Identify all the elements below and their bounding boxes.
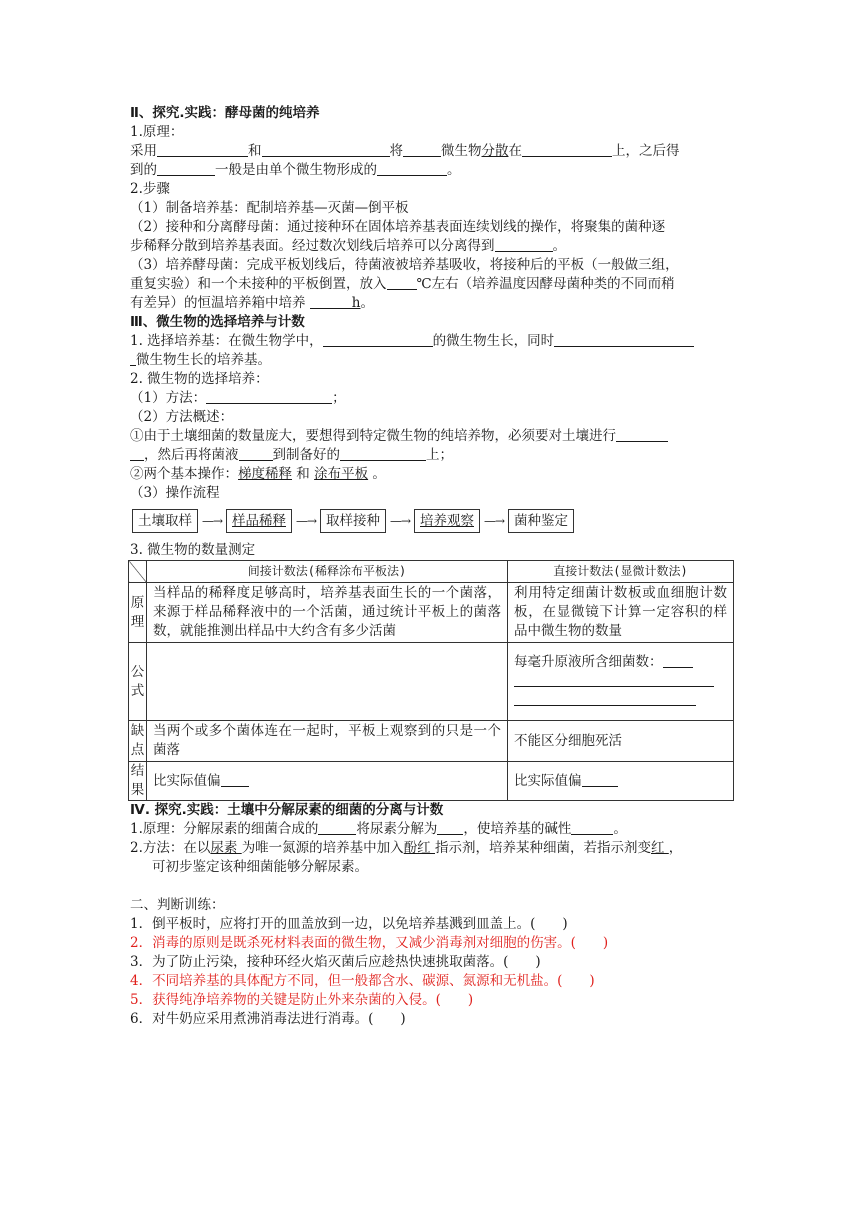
blank[interactable] xyxy=(340,446,426,461)
blank[interactable] xyxy=(522,142,612,157)
blank[interactable] xyxy=(514,672,714,687)
blank[interactable] xyxy=(387,275,417,290)
arrow-right-icon: —→ xyxy=(201,514,223,528)
operation-flowchart xyxy=(132,509,732,533)
arrow-right-icon: —→ xyxy=(389,514,411,528)
blank[interactable] xyxy=(239,446,273,461)
urea-principle: 1.原理：分解尿素的细菌合成的 将尿素分解为 ，使培养基的碱性 。 xyxy=(130,821,627,837)
overview-heading: （2）方法概述： xyxy=(130,409,234,425)
blank[interactable] xyxy=(206,389,332,404)
overview-line-2: ，然后再将菌液 到制备好的 上； xyxy=(130,446,732,465)
section-2-title: Ⅱ、探究.实践：酵母菌的纯培养 xyxy=(130,105,320,121)
blank[interactable] xyxy=(403,142,441,157)
spacer xyxy=(130,877,732,896)
judgment-item-4[interactable]: 4．不同培养基的具体配方不同，但一般都含水、碳源、氮源和无机盐。( ) xyxy=(130,973,595,989)
flow-step: 培养观察 xyxy=(414,509,480,533)
blank[interactable] xyxy=(616,427,668,442)
table-row xyxy=(129,762,734,801)
basic-operations: ②两个基本操作：梯度稀释 和 涂布平板 。 xyxy=(130,466,386,482)
count-heading: 3. 微生物的数量测定 xyxy=(130,542,256,558)
selective-medium-line-1: 1. 选择培养基：在微生物学中， 的微生物生长，同时 xyxy=(130,332,732,351)
counting-methods-table xyxy=(128,560,734,801)
blank[interactable] xyxy=(554,332,694,347)
blank[interactable] xyxy=(318,820,356,835)
urea-method-line-2: 可初步鉴定该种细菌能够分解尿素。 xyxy=(152,859,368,875)
flow-step: 土壤取样 xyxy=(132,509,198,533)
blank[interactable] xyxy=(582,772,618,787)
blank[interactable] xyxy=(437,820,463,835)
blank[interactable] xyxy=(130,446,144,461)
judgment-heading: 二、判断训练： xyxy=(130,897,225,913)
cell-direct-result: 比实际值偏 xyxy=(508,762,734,801)
table-row xyxy=(129,721,734,762)
principle-line-2: 到的 一般是由单个微生物形成的 。 xyxy=(130,162,461,178)
flow-step: 样品稀释 xyxy=(226,509,292,533)
header-direct-count: 直接计数法(显微计数法) xyxy=(508,561,734,583)
blank[interactable] xyxy=(221,772,249,787)
principle-heading: 1.原理： xyxy=(130,124,184,140)
cell-indirect-drawback: 当两个或多个菌体连在一起时，平板上观察到的只是一个菌落 xyxy=(147,721,508,762)
arrow-right-icon: —→ xyxy=(295,514,317,528)
flow-step: 取样接种 xyxy=(320,509,386,533)
row-header-principle: 原 理 xyxy=(129,583,147,643)
cell-indirect-principle: 当样品的稀释度足够高时，培养基表面生长的一个菌落，来源于样品稀释液中的一个活菌，通过统计平板上的菌落数，就能推测出样品中大约含有多少活菌 xyxy=(147,583,508,643)
step-3-line-2: 重复实验）和一个未接种的平板倒置，放入 ℃左右（培养温度因酵母菌种类的不同而稍 xyxy=(130,276,675,292)
step-2-line-2: 步稀释分散到培养基表面。经过数次划线后培养可以分离得到 。 xyxy=(130,238,566,254)
blank[interactable] xyxy=(323,332,433,347)
cell-indirect-result: 比实际值偏 xyxy=(147,762,508,801)
cell-direct-principle: 利用特定细菌计数板或血细胞计数板，在显微镜下计算一定容积的样品中微生物的数量 xyxy=(508,583,734,643)
table-row xyxy=(129,643,734,721)
judgment-item-2[interactable]: 2．消毒的原则是既杀死材料表面的微生物，又减少消毒剂对细胞的伤害。( ) xyxy=(130,935,609,951)
flow-step: 菌种鉴定 xyxy=(508,509,574,533)
cell-direct-formula: 每毫升原液所含细菌数： xyxy=(508,643,734,721)
cell-direct-drawback: 不能区分细胞死活 xyxy=(508,721,734,762)
blank[interactable] xyxy=(310,294,352,309)
table-row xyxy=(129,583,734,643)
blank[interactable] xyxy=(663,653,693,668)
section-3-title: Ⅲ、微生物的选择培养与计数 xyxy=(130,314,305,330)
arrow-right-icon: —→ xyxy=(483,514,505,528)
cell-indirect-formula[interactable] xyxy=(147,643,508,721)
blank[interactable] xyxy=(495,237,553,252)
blank[interactable] xyxy=(262,142,390,157)
principle-line-1: 采用 和 将 微生物分散在 上，之后得 xyxy=(130,143,680,159)
blank[interactable] xyxy=(157,142,248,157)
row-header-result: 结 果 xyxy=(129,762,147,801)
judgment-item-1[interactable]: 1．倒平板时，应将打开的皿盖放到一边，以免培养基溅到皿盖上。( ) xyxy=(130,916,568,932)
overview-line-1: ①由于土壤细菌的数量庞大，要想得到特定微生物的纯培养物，必须要对土壤进行 xyxy=(130,427,732,446)
judgment-item-6[interactable]: 6．对牛奶应采用煮沸消毒法进行消毒。( ) xyxy=(130,1011,406,1027)
judgment-item-5[interactable]: 5．获得纯净培养物的关键是防止外来杂菌的入侵。( ) xyxy=(130,992,474,1008)
header-indirect-count: 间接计数法(稀释涂布平板法) xyxy=(147,561,508,583)
blank[interactable] xyxy=(571,820,613,835)
method-line: （1）方法： ； xyxy=(130,390,346,406)
row-header-drawback: 缺 点 xyxy=(129,721,147,762)
step-3-line-3: 有差异）的恒温培养箱中培养 h。 xyxy=(130,295,374,311)
selective-culture-heading: 2. 微生物的选择培养： xyxy=(130,371,269,387)
blank[interactable] xyxy=(377,161,447,176)
step-1: （1）制备培养基：配制培养基—灭菌—倒平板 xyxy=(130,200,409,216)
blank[interactable] xyxy=(514,691,696,706)
steps-heading: 2.步骤 xyxy=(130,181,170,197)
urea-method-line-1: 2.方法：在以尿素 为唯一氮源的培养基中加入酚红 指示剂，培养某种细菌，若指示剂变红 ， xyxy=(130,840,683,856)
row-header-formula: 公 式 xyxy=(129,643,147,721)
table-header-row xyxy=(129,561,734,583)
step-2-line-1: （2）接种和分离酵母菌：通过接种环在固体培养基表面连续划线的操作，将聚集的菌种逐 xyxy=(130,219,666,235)
blank[interactable] xyxy=(157,161,215,176)
diagonal-corner-cell xyxy=(129,561,147,583)
judgment-item-3[interactable]: 3．为了防止污染，接种环经火焰灭菌后应趁热快速挑取菌落。( ) xyxy=(130,954,541,970)
worksheet xyxy=(130,104,732,1029)
step-3-line-1: （3）培养酵母菌：完成平板划线后，待菌液被培养基吸收，将接种后的平板（一般做三组， xyxy=(130,257,679,273)
selective-medium-line-2: 微生物生长的培养基。 xyxy=(130,351,732,370)
flow-heading: （3）操作流程 xyxy=(130,485,220,501)
underlined-answer: 分散 xyxy=(481,143,509,159)
section-4-title: Ⅳ. 探究.实践：土壤中分解尿素的细菌的分离与计数 xyxy=(130,802,444,818)
